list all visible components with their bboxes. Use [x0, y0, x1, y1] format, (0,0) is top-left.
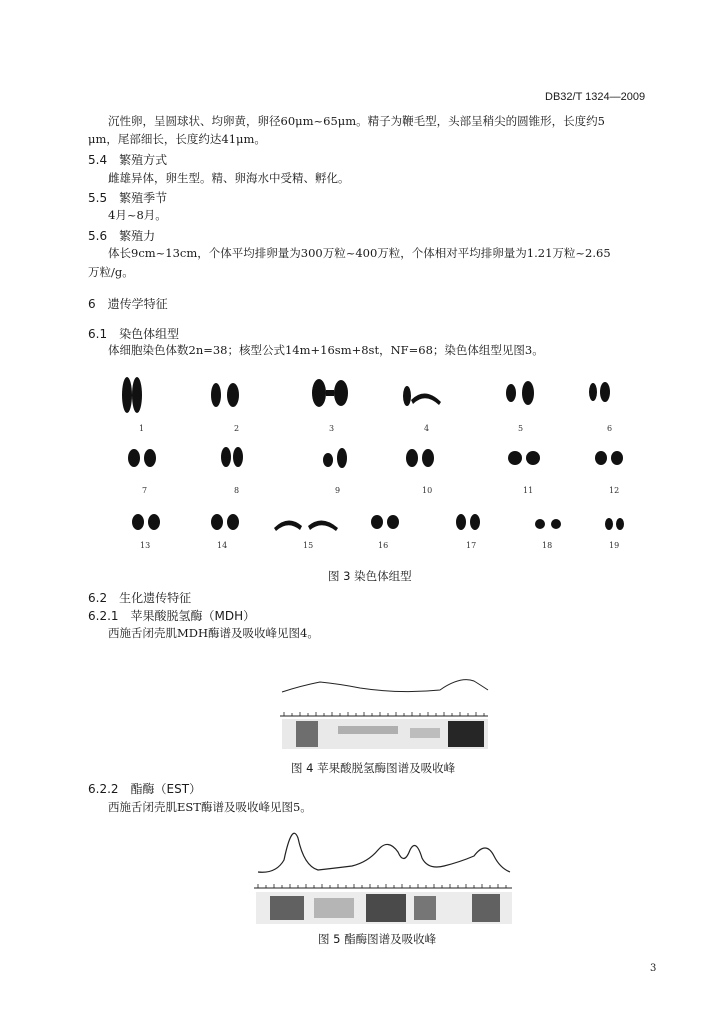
figure-5-caption: 图 5 酯酶图谱及吸收峰	[318, 932, 437, 946]
paragraph-line: 体细胞染色体数2n=38；核型公式14m+16sm+8st，NF=68；染色体组型见图3。	[108, 343, 544, 357]
chromosome-label: 2	[234, 424, 240, 433]
paragraph-line: 沉性卵，呈圆球状、均卵黄，卵径60μm~65μm。精子为鞭毛型，头部呈稍尖的圆锥形，长度约5	[108, 114, 605, 128]
paragraph-line: 西施舌闭壳肌MDH酶谱及吸收峰见图4。	[108, 626, 319, 640]
chromosome-label: 6	[607, 424, 613, 433]
section-heading-5-5: 5.5 繁殖季节	[88, 191, 168, 205]
section-heading-6-2-2: 6.2.2 酯酶（EST）	[88, 782, 202, 796]
standard-number: DB32/T 1324—2009	[545, 91, 646, 103]
est-band	[472, 894, 500, 922]
chromosome-label: 15	[303, 541, 314, 550]
figure-3-caption: 图 3 染色体组型	[328, 569, 412, 583]
chromosome-label: 1	[139, 424, 145, 433]
chromosome-label: 17	[466, 541, 477, 550]
chromosome-label: 4	[424, 424, 430, 433]
page-number: 3	[650, 963, 657, 974]
chromosome-label: 3	[329, 424, 335, 433]
est-absorption-curve	[258, 833, 510, 872]
paragraph-line: 万粒/g。	[88, 265, 134, 279]
chromosome-label: 14	[217, 541, 228, 550]
chromosome-label: 5	[518, 424, 524, 433]
chromosome-label: 19	[609, 541, 620, 550]
chromosome-label: 8	[234, 486, 240, 495]
section-heading-6-1: 6.1 染色体组型	[88, 327, 180, 341]
figure-4-caption: 图 4 苹果酸脱氢酶图谱及吸收峰	[291, 761, 456, 775]
chromosome-label: 11	[523, 486, 534, 495]
paragraph-line: 西施舌闭壳肌EST酶谱及吸收峰见图5。	[108, 800, 312, 814]
chromosome-label: 7	[142, 486, 148, 495]
section-heading-5-6: 5.6 繁殖力	[88, 229, 156, 243]
paragraph-line: 4月~8月。	[108, 208, 167, 222]
chromosome-label: 10	[422, 486, 433, 495]
section-heading-5-4: 5.4 繁殖方式	[88, 153, 168, 167]
section-heading-6: 6 遗传学特征	[88, 297, 168, 311]
est-band	[366, 894, 406, 922]
chromosome-label: 18	[542, 541, 553, 550]
section-heading-6-2: 6.2 生化遗传特征	[88, 591, 192, 605]
chromosome-label: 12	[609, 486, 620, 495]
paragraph-line: 体长9cm~13cm，个体平均排卵量为300万粒~400万粒，个体相对平均排卵量为1.21万粒~2.65	[108, 246, 611, 260]
chromosome-label: 9	[335, 486, 341, 495]
est-band	[414, 896, 436, 920]
paragraph-line: μm，尾部细长，长度约达41μm。	[88, 132, 266, 146]
paragraph-line: 雌雄异体，卵生型。精、卵海水中受精、孵化。	[108, 171, 350, 185]
section-heading-6-2-1: 6.2.1 苹果酸脱氢酶（MDH）	[88, 609, 256, 623]
chromosome-label: 16	[378, 541, 389, 550]
chromosome-label: 13	[140, 541, 151, 550]
est-ruler-ticks	[258, 884, 506, 888]
est-band	[270, 896, 304, 920]
est-band	[314, 898, 354, 918]
